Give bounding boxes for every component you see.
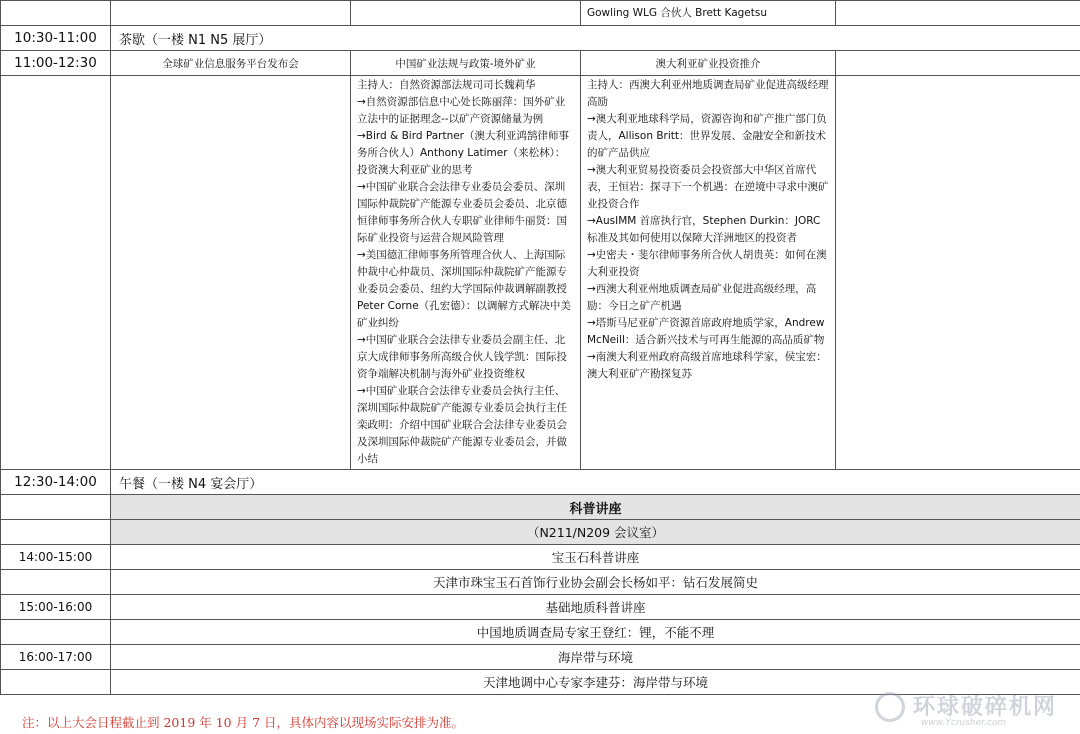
session-title: 澳大利亚矿业投资推介 bbox=[581, 51, 836, 76]
detail-line: →澳大利亚地球科学局，资源咨询和矿产推广部门负责人，Allison Britt：世界发展、金融安全和新技术的矿产品供应 bbox=[587, 113, 827, 159]
lecture-topic: 海岸带与环境 bbox=[111, 645, 1080, 670]
lecture-speaker-row bbox=[1, 570, 1080, 595]
watermark-url: www.Ycrusher.com bbox=[921, 718, 1007, 728]
lecture-row bbox=[1, 645, 1080, 670]
lecture-speaker-row bbox=[1, 620, 1080, 645]
popsci-title: 科普讲座 bbox=[111, 495, 1080, 520]
detail-line: →美国德汇律师事务所管理合伙人、上海国际仲裁中心仲裁员、深圳国际仲裁院矿产能源专业委员会委员、纽约大学国际仲裁调解副教授 Peter Corne（孔宏德）：以调解方式解决中美矿业纠纷 bbox=[357, 249, 571, 329]
detail-line: →中国矿业联合会法律专业委员会委员、深圳国际仲裁院矿产能源专业委员会委员、北京德恒律师事务所合伙人专职矿业律师牛丽贤：国际矿业投资与运营合规风险管理 bbox=[357, 181, 567, 244]
lecture-speaker: 天津市珠宝玉石首饰行业协会副会长杨如平：钻石发展简史 bbox=[111, 570, 1080, 595]
detail-line: →澳大利亚贸易投资委员会投资部大中华区首席代表，王恒岩：探寻下一个机遇：在逆境中寻求中澳矿业投资合作 bbox=[587, 164, 829, 210]
time-cell: 11:00-12:30 bbox=[1, 51, 111, 76]
watermark-name: 环球破碎机网 bbox=[913, 695, 1058, 720]
detail-line: →AusIMM 首席执行官，Stephen Durkin：JORC 标准及其如何使用以保障大洋洲地区的投资者 bbox=[587, 215, 821, 244]
lecture-topic: 宝玉石科普讲座 bbox=[111, 545, 1080, 570]
session-detail-australia bbox=[581, 76, 836, 470]
lecture-topic: 基础地质科普讲座 bbox=[111, 595, 1080, 620]
session-detail-legal bbox=[351, 76, 581, 470]
detail-line: 主持人：西澳大利亚州地质调查局矿业促进高级经理高励 bbox=[587, 79, 829, 108]
detail-line: →中国矿业联合会法律专业委员会副主任、北京大成律师事务所高级合伙人钱学凯：国际投资争端解决机制与海外矿业投资维权 bbox=[357, 334, 567, 380]
event-cell: 午餐（一楼 N4 宴会厅） bbox=[111, 470, 1080, 495]
time-cell: 15:00-16:00 bbox=[1, 595, 111, 620]
speaker-cell: Gowling WLG 合伙人 Brett Kagetsu bbox=[581, 1, 836, 26]
time-cell: 16:00-17:00 bbox=[1, 645, 111, 670]
popsci-room-row bbox=[1, 520, 1080, 545]
watermark bbox=[875, 690, 1075, 730]
session-title: 全球矿业信息服务平台发布会 bbox=[111, 51, 351, 76]
schedule-row-tea-break bbox=[1, 26, 1080, 51]
schedule-row-lunch bbox=[1, 470, 1080, 495]
detail-line: →Bird & Bird Partner（澳大利亚鸿鹄律师事务所合伙人）Anthony Latimer（来松林）：投资澳大利亚矿业的思考 bbox=[357, 130, 569, 176]
lecture-row bbox=[1, 545, 1080, 570]
schedule-row-session-details bbox=[1, 76, 1080, 470]
lecture-speaker-row bbox=[1, 670, 1080, 695]
schedule-row-continued bbox=[1, 1, 1080, 26]
lecture-row bbox=[1, 595, 1080, 620]
detail-line: 主持人：自然资源部法规司司长魏莉华 bbox=[357, 79, 536, 91]
lecture-speaker: 天津地调中心专家李建芬：海岸带与环境 bbox=[111, 670, 1080, 695]
time-cell: 12:30-14:00 bbox=[1, 470, 111, 495]
popsci-room: （N211/N209 会议室） bbox=[111, 520, 1080, 545]
session-title: 中国矿业法规与政策-境外矿业 bbox=[351, 51, 581, 76]
detail-line: →史密夫・斐尔律师事务所合伙人胡贵英：如何在澳大利亚投资 bbox=[587, 249, 827, 278]
time-cell: 14:00-15:00 bbox=[1, 545, 111, 570]
lecture-speaker: 中国地质调查局专家王登红：锂，不能不理 bbox=[111, 620, 1080, 645]
detail-line: →西澳大利亚州地质调查局矿业促进高级经理，高励：今日之矿产机遇 bbox=[587, 283, 817, 312]
time-cell: 10:30-11:00 bbox=[1, 26, 111, 51]
detail-line: →自然资源部信息中心处长陈丽萍：国外矿业立法中的证据理念--以矿产资源储量为例 bbox=[357, 96, 566, 125]
crusher-logo-icon bbox=[875, 692, 905, 722]
popsci-title-row bbox=[1, 495, 1080, 520]
detail-line: →中国矿业联合会法律专业委员会执行主任、深圳国际仲裁院矿产能源专业委员会执行主任栾政明：介绍中国矿业联合会法律专业委员会及深圳国际仲裁院矿产能源专业委员会，并做小结 bbox=[357, 385, 567, 465]
schedule-row-sessions-header bbox=[1, 51, 1080, 76]
detail-line: →南澳大利亚州政府高级首席地球科学家，侯宝宏：澳大利亚矿产勘探复苏 bbox=[587, 351, 827, 380]
event-cell: 茶歇（一楼 N1 N5 展厅） bbox=[111, 26, 1080, 51]
detail-line: →塔斯马尼亚矿产资源首席政府地质学家，Andrew McNeill：适合新兴技术与可再生能源的高品质矿物 bbox=[587, 317, 825, 346]
footnote: 注：以上大会日程截止到 2019 年 10 月 7 日，具体内容以现场实际安排为准。 bbox=[22, 715, 465, 730]
